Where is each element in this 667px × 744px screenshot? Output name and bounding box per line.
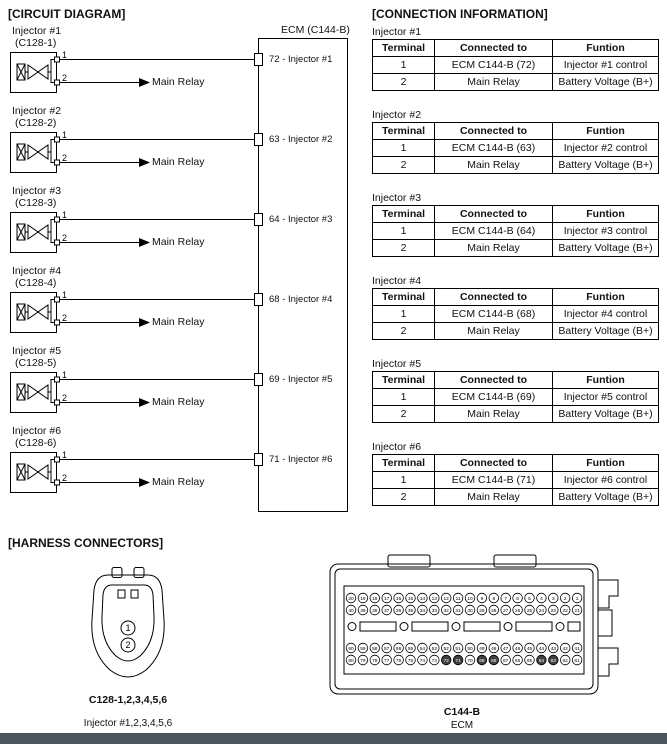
c144-pin-number: 55 xyxy=(407,646,414,652)
table-cell: Injector #1 control xyxy=(553,57,659,74)
terminal1-junction xyxy=(55,57,60,62)
terminal1-number: 1 xyxy=(62,450,68,460)
c144-pin-number: 16 xyxy=(395,596,402,602)
c144-pin-number: 79 xyxy=(360,658,366,664)
table-header: Connected to xyxy=(435,206,553,223)
c144-pin-number: 22 xyxy=(562,608,568,614)
c144-tab-icon xyxy=(388,555,430,567)
table-cell: Main Relay xyxy=(435,240,553,257)
ecm-pin-terminal xyxy=(254,293,263,306)
table-header: Terminal xyxy=(373,123,435,140)
c144-pin-number: 27 xyxy=(503,608,509,614)
main-relay-label: Main Relay xyxy=(152,156,205,168)
c144-pin-number: 50 xyxy=(467,646,473,652)
c144-pin-number: 77 xyxy=(384,658,390,664)
c128-sublabel: Injector #1,2,3,4,5,6 xyxy=(83,718,173,729)
injector-symbol-drawing xyxy=(10,370,262,424)
ecm-pin-terminal xyxy=(254,213,263,226)
injector-connector-label: (C128-6) xyxy=(15,437,57,449)
table-header-row xyxy=(373,455,659,472)
terminal2-junction xyxy=(55,80,60,85)
terminal2-junction xyxy=(55,480,60,485)
arrow-icon xyxy=(139,318,150,327)
circuit-diagram-heading: [CIRCUIT DIAGRAM] xyxy=(8,7,126,21)
c144-pin-number: 70 xyxy=(467,658,473,664)
terminal2-number: 2 xyxy=(62,393,68,403)
table-header-row xyxy=(373,40,659,57)
c144-pin-number: 51 xyxy=(455,646,461,652)
ecm-pin-terminal xyxy=(254,373,263,386)
c144-pin-number: 26 xyxy=(514,608,521,614)
c144-pin-number: 56 xyxy=(395,646,402,652)
terminal1-junction xyxy=(55,137,60,142)
table-cell: ECM C144-B (69) xyxy=(435,389,553,406)
ecm-pin-label: 64 - Injector #3 xyxy=(269,214,333,225)
connection-table-title: Injector #4 xyxy=(372,275,422,287)
c128-connector-drawing xyxy=(88,566,168,690)
c144-side-lock xyxy=(598,580,618,608)
ecm-pin-label: 69 - Injector #5 xyxy=(269,374,333,385)
connection-table xyxy=(372,122,659,174)
c144-pin-number: 10 xyxy=(467,596,473,602)
c144-pin-number: 15 xyxy=(407,596,414,602)
c144-pin-number: 59 xyxy=(360,646,366,652)
injector-connector-label: (C128-2) xyxy=(15,117,57,129)
arrow-icon xyxy=(139,238,150,247)
injector-circuit-block xyxy=(10,25,262,105)
c144-pin-number: 34 xyxy=(419,608,426,614)
table-cell: Battery Voltage (B+) xyxy=(553,323,659,340)
connection-table xyxy=(372,288,659,340)
c144-pin-number: 73 xyxy=(431,658,437,664)
terminal2-junction xyxy=(55,240,60,245)
ecm-pin-label: 63 - Injector #2 xyxy=(269,134,333,145)
terminal2-number: 2 xyxy=(62,473,68,483)
c144-pin-number: 14 xyxy=(419,596,426,602)
terminal2-number: 2 xyxy=(62,233,68,243)
injector-connector-label: (C128-3) xyxy=(15,197,57,209)
ecm-pin-terminal xyxy=(254,453,263,466)
connection-table xyxy=(372,39,659,91)
c144-pin-number: 20 xyxy=(348,596,354,602)
c144-pin-number: 32 xyxy=(443,608,449,614)
injector-connector-label: (C128-1) xyxy=(15,37,57,49)
ecm-box xyxy=(258,38,348,512)
ecm-title: ECM (C144-B) xyxy=(281,24,350,36)
table-cell: 1 xyxy=(373,57,435,74)
injector-symbol-drawing xyxy=(10,210,262,264)
connection-table xyxy=(372,454,659,506)
table-cell: ECM C144-B (71) xyxy=(435,472,553,489)
c144-pin-number: 69 xyxy=(479,658,485,664)
c144-pin-number: 62 xyxy=(562,658,568,664)
terminal2-number: 2 xyxy=(62,313,68,323)
table-cell: 2 xyxy=(373,74,435,91)
table-cell: Injector #6 control xyxy=(553,472,659,489)
injector-circuit-block xyxy=(10,105,262,185)
c144-pin-number: 8 xyxy=(492,596,496,602)
terminal2-number: 2 xyxy=(62,73,68,83)
c144-pin-number: 6 xyxy=(516,596,519,602)
harness-connectors-heading: [HARNESS CONNECTORS] xyxy=(8,536,164,550)
terminal1-junction xyxy=(55,217,60,222)
c144-pin-number: 47 xyxy=(503,646,509,652)
table-cell: 1 xyxy=(373,389,435,406)
main-relay-label: Main Relay xyxy=(152,236,205,248)
injector-circuit-block xyxy=(10,265,262,345)
main-relay-label: Main Relay xyxy=(152,396,205,408)
table-cell: Battery Voltage (B+) xyxy=(553,74,659,91)
table-cell: Battery Voltage (B+) xyxy=(553,489,659,506)
c144-pin-number: 46 xyxy=(514,646,521,652)
main-relay-label: Main Relay xyxy=(152,476,205,488)
c144-pin-number: 74 xyxy=(419,658,426,664)
table-cell: ECM C144-B (63) xyxy=(435,140,553,157)
table-header: Connected to xyxy=(435,455,553,472)
table-cell: 1 xyxy=(373,306,435,323)
table-row xyxy=(373,489,659,506)
c144-pin-number: 35 xyxy=(407,608,414,614)
arrow-icon xyxy=(139,78,150,87)
ecm-pin-terminal xyxy=(254,133,263,146)
c144-pin-number: 18 xyxy=(372,596,378,602)
table-row xyxy=(373,240,659,257)
c144-pin-number: 61 xyxy=(574,658,580,664)
c144-pin-number: 57 xyxy=(384,646,390,652)
table-cell: 2 xyxy=(373,406,435,423)
c144-pin-number: 42 xyxy=(562,646,568,652)
table-cell: ECM C144-B (64) xyxy=(435,223,553,240)
table-header: Terminal xyxy=(373,372,435,389)
table-cell: Battery Voltage (B+) xyxy=(553,157,659,174)
table-header-row xyxy=(373,289,659,306)
c144-pin-number: 2 xyxy=(563,596,567,602)
table-row xyxy=(373,140,659,157)
terminal1-number: 1 xyxy=(62,290,68,300)
injector-label: Injector #6 xyxy=(12,425,62,437)
c144-pin-number: 76 xyxy=(395,658,402,664)
injector-connector-label: (C128-4) xyxy=(15,277,57,289)
c144-pin-number: 72 xyxy=(443,658,449,664)
table-header: Connected to xyxy=(435,123,553,140)
table-cell: Injector #5 control xyxy=(553,389,659,406)
table-row xyxy=(373,389,659,406)
c144-pin-number: 65 xyxy=(526,658,533,664)
connection-table-title: Injector #6 xyxy=(372,441,422,453)
c144-pin-number: 52 xyxy=(443,646,449,652)
c144-keyways xyxy=(348,622,580,631)
table-row xyxy=(373,306,659,323)
c144-pin-number: 53 xyxy=(431,646,437,652)
c144-pin-number: 37 xyxy=(384,608,390,614)
table-cell: 1 xyxy=(373,472,435,489)
terminal2-junction xyxy=(55,320,60,325)
terminal1-junction xyxy=(55,377,60,382)
table-cell: Main Relay xyxy=(435,157,553,174)
injector-symbol-drawing xyxy=(10,50,262,104)
table-row xyxy=(373,223,659,240)
terminal1-number: 1 xyxy=(62,370,68,380)
terminal1-junction xyxy=(55,297,60,302)
c144-pin-number: 19 xyxy=(360,596,366,602)
c144-pin-number: 13 xyxy=(431,596,437,602)
c144-pin-number: 33 xyxy=(431,608,437,614)
c144-pin-number: 21 xyxy=(574,608,580,614)
table-header-row xyxy=(373,206,659,223)
terminal1-number: 1 xyxy=(62,130,68,140)
injector-label: Injector #4 xyxy=(12,265,62,277)
table-row xyxy=(373,74,659,91)
c144-housing xyxy=(330,555,618,694)
table-header: Connected to xyxy=(435,40,553,57)
c144-pin-number: 54 xyxy=(419,646,426,652)
table-header: Funtion xyxy=(553,206,659,223)
terminal1-number: 1 xyxy=(62,50,68,60)
c144-pin-number: 66 xyxy=(514,658,521,664)
c144-pin-number: 7 xyxy=(504,596,508,602)
injector-symbol-drawing xyxy=(10,130,262,184)
connection-table-title: Injector #1 xyxy=(372,26,422,38)
c144-pin-number: 78 xyxy=(372,658,378,664)
injector-connector-label: (C128-5) xyxy=(15,357,57,369)
c144-pin-number: 23 xyxy=(550,608,556,614)
connection-table-title: Injector #5 xyxy=(372,358,422,370)
table-cell: 2 xyxy=(373,489,435,506)
c144-pin-number: 9 xyxy=(480,596,484,602)
table-header: Terminal xyxy=(373,40,435,57)
table-cell: Battery Voltage (B+) xyxy=(553,240,659,257)
table-header: Terminal xyxy=(373,206,435,223)
table-cell: Main Relay xyxy=(435,406,553,423)
table-header: Funtion xyxy=(553,40,659,57)
c144-pin-number: 75 xyxy=(407,658,414,664)
terminal1-junction xyxy=(55,457,60,462)
footer-bar xyxy=(0,733,667,744)
c144-pin-number: 43 xyxy=(550,646,556,652)
c144-pin-number: 49 xyxy=(479,646,485,652)
table-row xyxy=(373,323,659,340)
c144-pin-number: 31 xyxy=(455,608,461,614)
c144-side-rail xyxy=(598,610,612,636)
c144-pin-number: 11 xyxy=(455,596,461,602)
ecm-pin-label: 72 - Injector #1 xyxy=(269,54,333,65)
table-header: Funtion xyxy=(553,289,659,306)
terminal2-junction xyxy=(55,400,60,405)
arrow-icon xyxy=(139,478,150,487)
terminal2-number: 2 xyxy=(62,153,68,163)
c144-pin-number: 58 xyxy=(372,646,378,652)
connection-table xyxy=(372,205,659,257)
injector-circuit-block xyxy=(10,345,262,425)
c128-pin-2-number: 2 xyxy=(125,640,131,650)
c144-pin-number: 24 xyxy=(538,608,545,614)
c144-pin-number: 45 xyxy=(526,646,533,652)
table-cell: Injector #3 control xyxy=(553,223,659,240)
table-cell: Main Relay xyxy=(435,323,553,340)
table-row xyxy=(373,406,659,423)
c144-pin-number: 60 xyxy=(348,646,354,652)
terminal2-junction xyxy=(55,160,60,165)
c144-pin-number: 3 xyxy=(551,596,555,602)
c128-tab-icon xyxy=(112,568,122,578)
table-cell: 1 xyxy=(373,223,435,240)
table-cell: ECM C144-B (68) xyxy=(435,306,553,323)
ecm-pin-label: 71 - Injector #6 xyxy=(269,454,333,465)
table-cell: Main Relay xyxy=(435,74,553,91)
c144-pin-number: 5 xyxy=(528,596,531,602)
injector-label: Injector #5 xyxy=(12,345,62,357)
c144-pin-number: 71 xyxy=(455,658,461,664)
injector-circuit-block xyxy=(10,185,262,265)
ecm-pin-terminal xyxy=(254,53,263,66)
table-row xyxy=(373,57,659,74)
c144-pin-number: 63 xyxy=(550,658,556,664)
table-cell: 2 xyxy=(373,157,435,174)
table-header-row xyxy=(373,372,659,389)
table-header: Terminal xyxy=(373,455,435,472)
connection-table-title: Injector #3 xyxy=(372,192,422,204)
c144-pin-number: 67 xyxy=(503,658,509,664)
arrow-icon xyxy=(139,398,150,407)
table-cell: 2 xyxy=(373,323,435,340)
c144-pin-number: 44 xyxy=(538,646,545,652)
c144-pin-number: 39 xyxy=(360,608,366,614)
c144-pin-number: 4 xyxy=(540,596,543,602)
c144-pin-number: 25 xyxy=(526,608,533,614)
table-row xyxy=(373,472,659,489)
table-cell: Injector #2 control xyxy=(553,140,659,157)
c128-latch-slot xyxy=(131,590,138,598)
connection-information-heading: [CONNECTION INFORMATION] xyxy=(372,7,548,21)
c144-pin-number: 41 xyxy=(574,646,580,652)
table-header: Connected to xyxy=(435,289,553,306)
arrow-icon xyxy=(139,158,150,167)
c128-label: C128-1,2,3,4,5,6 xyxy=(88,694,168,706)
c144-pin-number: 48 xyxy=(491,646,497,652)
table-row xyxy=(373,157,659,174)
c128-tab-icon xyxy=(134,568,144,578)
c144-sublabel: ECM xyxy=(450,720,474,731)
connection-table xyxy=(372,371,659,423)
c144-pin-number: 29 xyxy=(479,608,485,614)
c144-pin-number: 17 xyxy=(384,596,390,602)
c144-tab-icon xyxy=(494,555,536,567)
c144-pin-number: 68 xyxy=(491,658,497,664)
c128-latch-slot xyxy=(118,590,125,598)
c144-pin-number: 1 xyxy=(575,596,579,602)
table-header: Terminal xyxy=(373,289,435,306)
table-header: Connected to xyxy=(435,372,553,389)
injector-label: Injector #3 xyxy=(12,185,62,197)
table-cell: Injector #4 control xyxy=(553,306,659,323)
injector-label: Injector #1 xyxy=(12,25,62,37)
c144-pin-number: 40 xyxy=(348,608,354,614)
terminal1-number: 1 xyxy=(62,210,68,220)
table-header-row xyxy=(373,123,659,140)
c144-label: C144-B xyxy=(443,706,481,718)
table-header: Funtion xyxy=(553,455,659,472)
c144-connector-drawing xyxy=(326,552,626,704)
injector-circuit-block xyxy=(10,425,262,505)
table-cell: 1 xyxy=(373,140,435,157)
table-header: Funtion xyxy=(553,372,659,389)
c144-pin-number: 38 xyxy=(372,608,378,614)
injector-symbol-drawing xyxy=(10,450,262,504)
table-header: Funtion xyxy=(553,123,659,140)
c144-pin-number: 64 xyxy=(538,658,545,664)
ecm-pin-label: 68 - Injector #4 xyxy=(269,294,333,305)
c144-pin-number: 28 xyxy=(491,608,497,614)
table-cell: Battery Voltage (B+) xyxy=(553,406,659,423)
c144-side-lock xyxy=(598,648,618,676)
table-cell: 2 xyxy=(373,240,435,257)
connection-table-title: Injector #2 xyxy=(372,109,422,121)
c144-pin-number: 80 xyxy=(348,658,354,664)
c144-pin-number: 12 xyxy=(443,596,449,602)
injector-label: Injector #2 xyxy=(12,105,62,117)
main-relay-label: Main Relay xyxy=(152,316,205,328)
main-relay-label: Main Relay xyxy=(152,76,205,88)
c128-pin-1-number: 1 xyxy=(125,623,131,633)
c144-pin-number: 30 xyxy=(467,608,473,614)
table-cell: ECM C144-B (72) xyxy=(435,57,553,74)
c144-pin-number: 36 xyxy=(395,608,402,614)
table-cell: Main Relay xyxy=(435,489,553,506)
injector-symbol-drawing xyxy=(10,290,262,344)
